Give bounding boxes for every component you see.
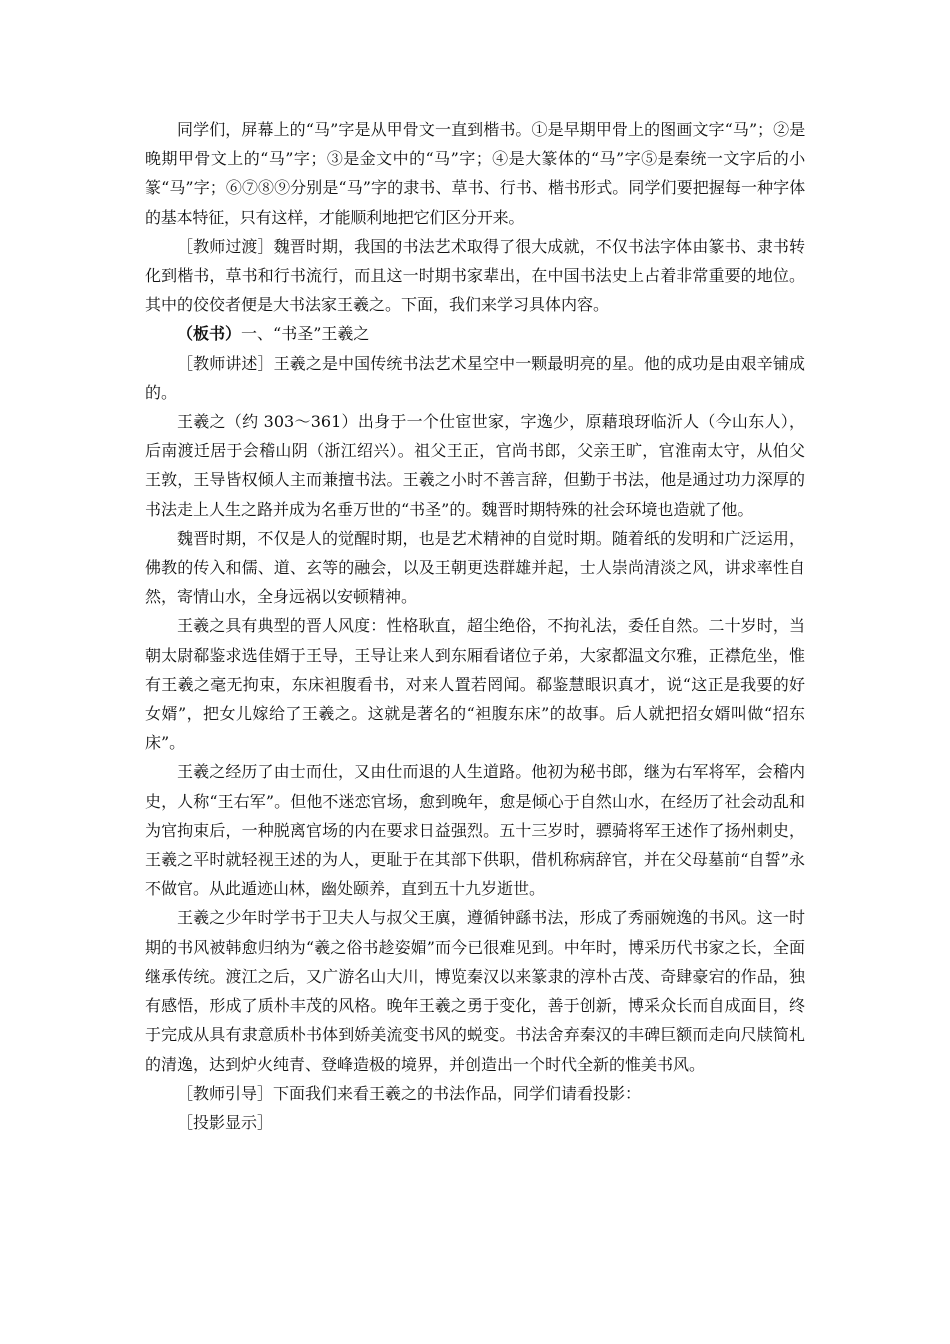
document-page xyxy=(145,115,805,1137)
paragraph-career-path: 王羲之经历了由士而仕，又由仕而退的人生道路。他初为秘书郎，继为右军将军，会稽内史，人称“王右军”。但他不迷恋官场，愈到晚年，愈是倾心于自然山水，在经历了社会动乱和为官拘束后，一种脱离官场的内在要求日益强烈。五十三岁时，骠骑将军王述作了扬州刺史，王羲之平时就轻视王述的为人，更耻于在其部下供职，借机称病辞官，并在父母墓前“自誓”永不做官。从此遁迹山林，幽处颐养，直到五十九岁逝世。 xyxy=(145,762,805,899)
paragraph-teacher-guidance: ［教师引导］下面我们来看王羲之的书法作品，同学们请看投影： xyxy=(177,1083,642,1103)
paragraph-wei-jin-period: 魏晋时期，不仅是人的觉醒时期，也是艺术精神的自觉时期。随着纸的发明和广泛运用，佛教的传入和儒、道、玄等的融会，以及王朝更迭群雄并起，士人崇尚清淡之风，讲求率性自然，寄情山水，全身远祸以安顿精神。 xyxy=(145,528,805,607)
paragraph-projection-display: ［投影显示］ xyxy=(177,1112,274,1132)
paragraph-teacher-narration: ［教师讲述］王羲之是中国传统书法艺术星空中一颗最明亮的星。他的成功是由艰辛铺成的。 xyxy=(145,353,805,402)
paragraph-horse-character-evolution: 同学们，屏幕上的“马”字是从甲骨文一直到楷书。①是早期甲骨上的图画文字“马”；②是晚期甲骨文上的“马”字；③是金文中的“马”字；④是大篆体的“马”字⑤是秦统一文字后的小篆“马”字；⑥⑦⑧⑨分别是“马”字的隶书、草书、行书、楷书形式。同学们要把握每一种字体的基本特征，只有这样，才能顺利地把它们区分开来。 xyxy=(145,120,805,227)
paragraph-jin-demeanor: 王羲之具有典型的晋人风度：性格耿直，超尘绝俗，不拘礼法，委任自然。二十岁时，当朝太尉郗鉴求选佳婿于王导，王导让来人到东厢看诸位子弟，大家都温文尔雅，正襟危坐，惟有王羲之毫无拘束，东床袒腹看书，对来人置若罔闻。郗鉴慧眼识真才，说“这正是我要的好女婿”，把女儿嫁给了王羲之。这就是著名的“袒腹东床”的故事。后人就把招女婿叫做“招东床”。 xyxy=(145,616,805,753)
board-label: （板书） xyxy=(177,324,242,344)
paragraph-calligraphy-style: 王羲之少年时学书于卫夫人与叔父王廙，遵循钟繇书法，形成了秀丽婉逸的书风。这一时期的书风被韩愈归纳为“羲之俗书趁姿媚”而今已很难见到。中年时，博采历代书家之长，全面继承传统。渡江之后，又广游名山大川，博览秦汉以来篆隶的淳朴古茂、奇肆豪宕的作品，独有感悟，形成了质朴丰茂的风格。晚年王羲之勇于变化，善于创新，博采众长而自成面目，终于完成从具有隶意质朴书体到娇美流变书风的蜕变。书法舍弃秦汉的丰碑巨额而走向尺牍简札的清逸，达到炉火纯青、登峰造极的境界，并创造出一个时代全新的惟美书风。 xyxy=(145,908,805,1074)
board-heading-text: 一、“书圣”王羲之 xyxy=(241,324,370,344)
paragraph-teacher-transition: ［教师过渡］魏晋时期，我国的书法艺术取得了很大成就，不仅书法字体由篆书、隶书转化到楷书，草书和行书流行，而且这一时期书家辈出，在中国书法史上占着非常重要的地位。其中的佼佼者便是大书法家王羲之。下面，我们来学习具体内容。 xyxy=(145,236,805,315)
board-heading xyxy=(145,319,805,348)
paragraph-wang-xizhi-background: 王羲之（约 303～361）出身于一个仕宦世家，字逸少，原藉琅玡临沂人（今山东人），后南渡迁居于会稽山阴（浙江绍兴）。祖父王正，官尚书郎，父亲王旷，官淮南太守，从伯父王敦，王导皆权倾人主而兼擅书法。王羲之小时不善言辞，但勤于书法，他是通过功力深厚的书法走上人生之路并成为名垂万世的“书圣”的。魏晋时期特殊的社会环境也造就了他。 xyxy=(145,412,805,519)
